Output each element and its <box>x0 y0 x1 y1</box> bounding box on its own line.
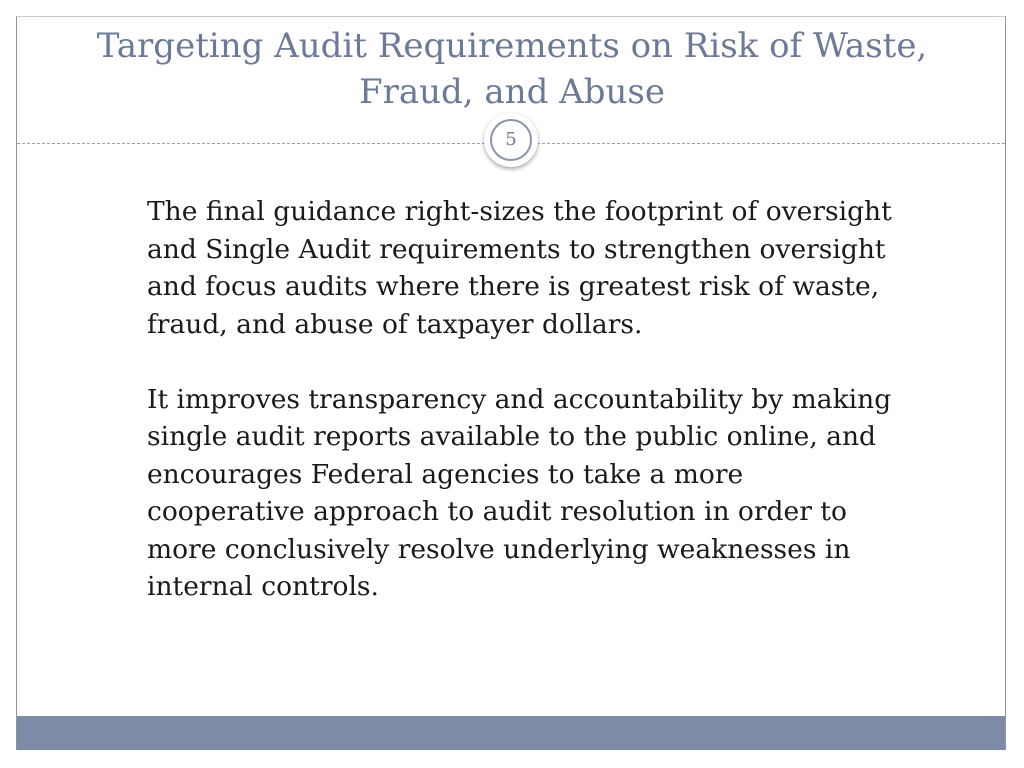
body-paragraph: The final guidance right-sizes the footprint of oversight and Single Audit requirements to strengthen oversight and focus audits where there is greatest risk of waste, fraud, and abuse of taxpayer dollars. <box>147 196 892 340</box>
slide <box>16 16 1006 750</box>
body-paragraph: It improves transparency and accountability by making single audit reports available to the public online, and encourages Federal agencies to take a more cooperative approach to audit resolution in order to more conclusively resolve underlying weaknesses in internal controls. <box>147 383 892 602</box>
footer-bar <box>17 716 1005 750</box>
page-number-badge <box>484 113 538 167</box>
slide-body <box>147 193 907 606</box>
page-number: 5 <box>490 119 532 161</box>
slide-title: Targeting Audit Requirements on Risk of Waste, Fraud, and Abuse <box>96 26 928 112</box>
